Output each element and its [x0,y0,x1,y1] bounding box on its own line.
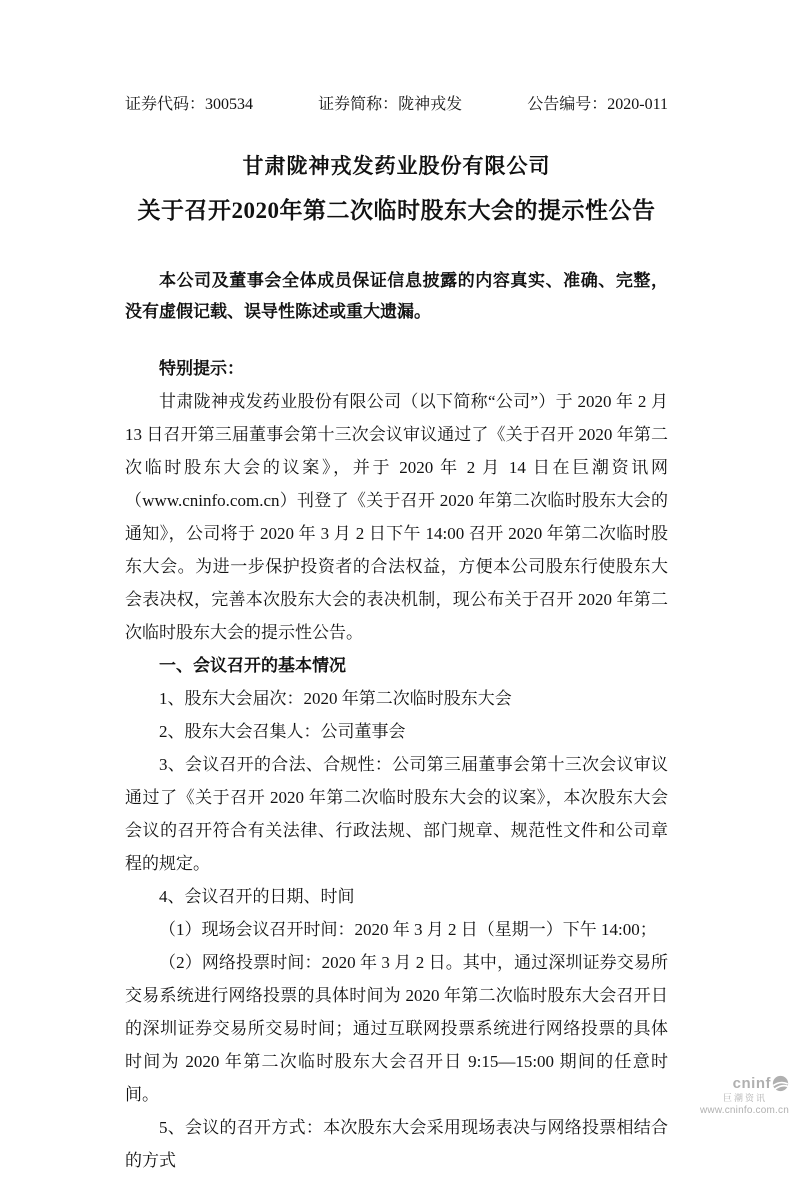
item-meeting-legality: 3、会议召开的合法、合规性：公司第三届董事会第十三次会议审议通过了《关于召开 2020 年第二次临时股东大会的议案》，本次股东大会会议的召开符合有关法律、行政法规、部门规章、规范性文件和公司章程的规定。 [125,755,668,873]
document-content [125,95,668,1177]
intro-paragraph: 甘肃陇神戎发药业股份有限公司（以下简称“公司”）于 2020 年 2 月 13 日召开第三届董事会第十三次会议审议通过了《关于召开 2020 年第二次临时股东大会的议案》，并于 2020 年 2 月 14 日在巨潮资讯网（www.cninfo.com.cn）刊登了《关于召开 2020 年第二次临时股东大会的通知》，公司将于 2020 年 3 月 2 日下午 14:00 召开 2020 年第二次临时股东大会。为进一步保护投资者的合法权益，方便本公司股东行使股东大会表决权，完善本次股东大会的表决机制，现公布关于召开 2020 年第二次临时股东大会的提示性公告。 [125,392,668,642]
item-meeting-datetime: 4、会议召开的日期、时间 [159,887,355,906]
cninfo-brand-text: cninf [732,1074,771,1092]
disclaimer-statement: 本公司及董事会全体成员保证信息披露的内容真实、准确、完整，没有虚假记载、误导性陈述或重大遗漏。 [125,271,668,321]
item-meeting-convener: 2、股东大会召集人：公司董事会 [159,722,406,741]
cninfo-swirl-icon [772,1075,789,1092]
cninfo-brand-row [700,1075,789,1092]
item-onsite-meeting-time: （1）现场会议召开时间：2020 年 3 月 2 日（星期一）下午 14:00； [159,920,657,939]
special-notice-label: 特别提示： [159,359,244,378]
securities-header-row [125,95,668,115]
item-meeting-method: 5、会议的召开方式：本次股东大会采用现场表决与网络投票相结合的方式 [125,1118,668,1170]
announcement-number-label: 公告编号：2020-011 [527,96,668,113]
stock-code-label: 证券代码：300534 [125,96,254,113]
section-heading-basic-info: 一、会议召开的基本情况 [159,656,346,675]
announcement-title: 关于召开2020年第二次临时股东大会的提示性公告 [137,198,656,223]
item-meeting-session: 1、股东大会届次：2020 年第二次临时股东大会 [159,689,512,708]
cninfo-watermark [700,1075,789,1116]
item-online-voting-time: （2）网络投票时间：2020 年 3 月 2 日。其中，通过深圳证券交易所交易系统进行网络投票的具体时间为 2020 年第二次临时股东大会召开日的深圳证券交易所交易时间；通过互联网投票系统进行网络投票的具体时间为 2020 年第二次临时股东大会召开日 9:15—15:00 期间的任意时间。 [125,953,668,1104]
cninfo-url: www.cninfo.com.cn [700,1104,789,1116]
cninfo-brand-chinese: 巨潮资讯 [722,1093,767,1104]
company-name-title: 甘肃陇神戎发药业股份有限公司 [242,154,551,178]
stock-name-label: 证券简称：陇神戎发 [318,96,463,113]
